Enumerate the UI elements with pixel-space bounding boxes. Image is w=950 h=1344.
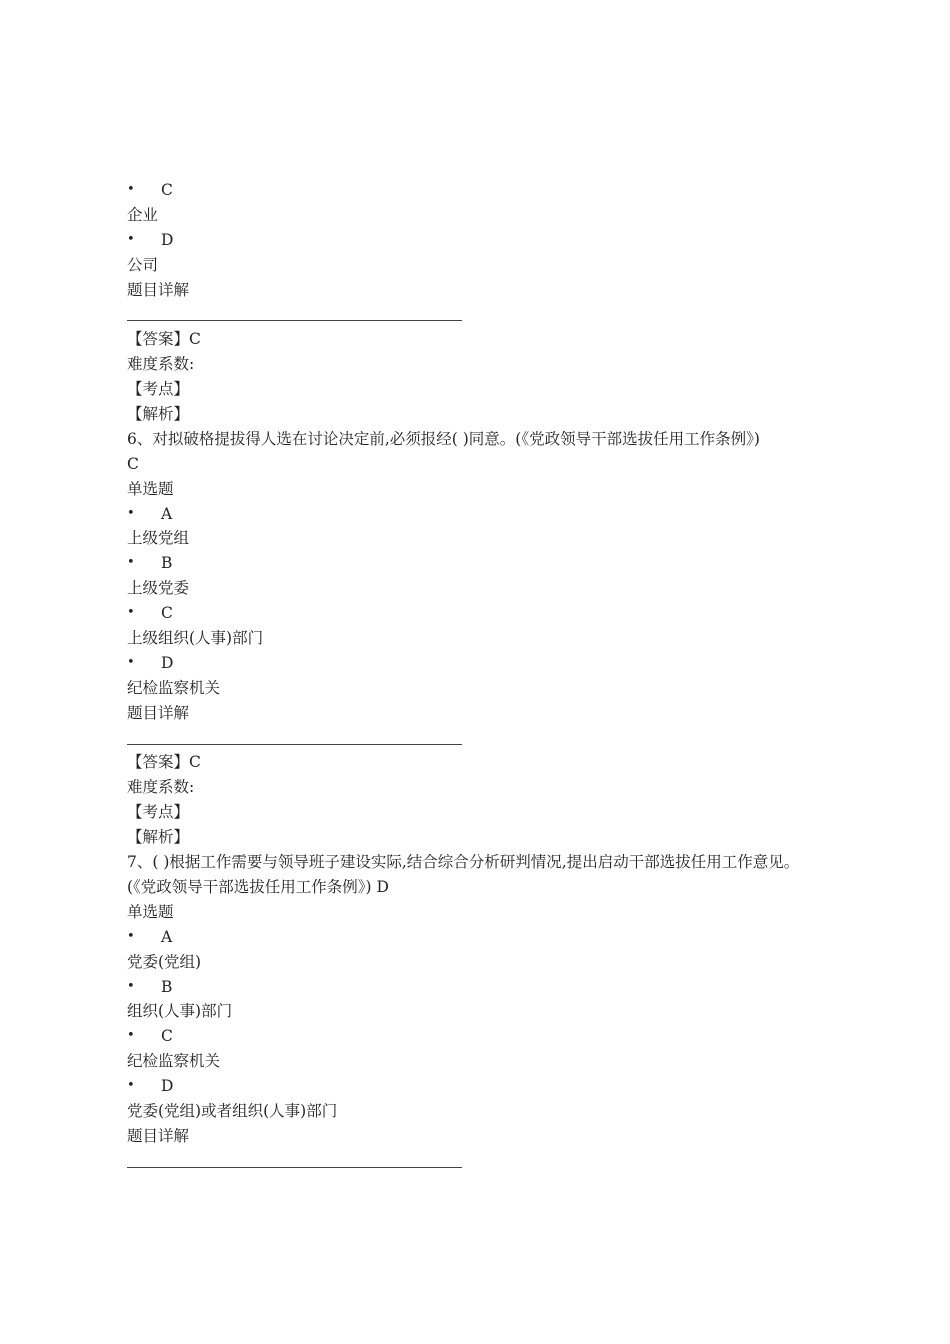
bullet: • — [127, 555, 135, 571]
option-text: 组织(人事)部门 — [127, 1002, 233, 1021]
option-row — [127, 925, 847, 950]
bullet: • — [127, 182, 135, 197]
option-row — [127, 502, 847, 527]
document-page — [127, 178, 847, 1174]
bullet: • — [127, 1078, 135, 1094]
option-text: 纪检监察机关 — [127, 678, 221, 697]
option-letter: C — [161, 1027, 173, 1046]
option-letter: C — [161, 604, 173, 623]
option-letter: A — [161, 927, 173, 946]
option-letter: D — [161, 230, 174, 249]
option-letter: A — [161, 504, 173, 523]
option-row — [127, 1024, 847, 1049]
option-letter: B — [161, 977, 173, 996]
question-type: 单选题 — [127, 479, 174, 498]
option-row — [127, 551, 847, 576]
bullet: • — [127, 978, 135, 994]
option-row — [127, 1074, 847, 1099]
option-row — [127, 601, 847, 626]
option-text: 上级党委 — [127, 579, 190, 598]
question-type: 单选题 — [127, 902, 174, 921]
option-text: 上级组织(人事)部门 — [127, 629, 264, 648]
divider — [127, 726, 847, 751]
option-letter: D — [161, 1077, 174, 1096]
option-letter: D — [161, 653, 174, 672]
divider — [127, 302, 847, 327]
option-letter: C — [161, 181, 173, 199]
jiexi-line: 【解析】 — [127, 405, 190, 424]
option-text: 纪检监察机关 — [127, 1052, 221, 1071]
bullet: • — [127, 231, 135, 247]
question-text: 7、( )根据工作需要与领导班子建设实际,结合综合分析研判情况,提出启动干部选拔任用工作意见。 — [127, 853, 800, 872]
option-letter: B — [161, 554, 173, 573]
bullet: • — [127, 605, 135, 621]
option-text: 上级党组 — [127, 529, 190, 548]
kaodian-line: 【考点】 — [127, 803, 190, 822]
answer-line: 【答案】C — [127, 753, 201, 772]
option-text: 公司 — [127, 255, 159, 274]
option-text: 企业 — [127, 205, 159, 224]
detail-label: 题目详解 — [127, 703, 190, 722]
question-text-cont: (《党政领导干部选拔任用工作条例》) D — [127, 877, 389, 896]
answer-line: 【答案】C — [127, 330, 201, 349]
difficulty-line: 难度系数: — [127, 778, 195, 797]
detail-label: 题目详解 — [127, 1126, 190, 1145]
bullet: • — [127, 928, 135, 944]
question-text: 6、对拟破格提拔得人选在讨论决定前,必须报经( )同意。(《党政领导干部选拔任用工作条例》) — [127, 429, 760, 448]
jiexi-line: 【解析】 — [127, 828, 190, 847]
kaodian-line: 【考点】 — [127, 380, 190, 399]
divider — [127, 1149, 847, 1174]
bullet: • — [127, 1028, 135, 1044]
option-row — [127, 178, 847, 203]
question-answer-letter: C — [127, 454, 139, 473]
option-row — [127, 651, 847, 676]
option-row — [127, 228, 847, 253]
option-text: 党委(党组) — [127, 952, 202, 971]
difficulty-line: 难度系数: — [127, 355, 195, 374]
bullet: • — [127, 654, 135, 670]
bullet: • — [127, 505, 135, 521]
detail-label: 题目详解 — [127, 280, 190, 299]
option-text: 党委(党组)或者组织(人事)部门 — [127, 1101, 338, 1120]
option-row — [127, 975, 847, 1000]
